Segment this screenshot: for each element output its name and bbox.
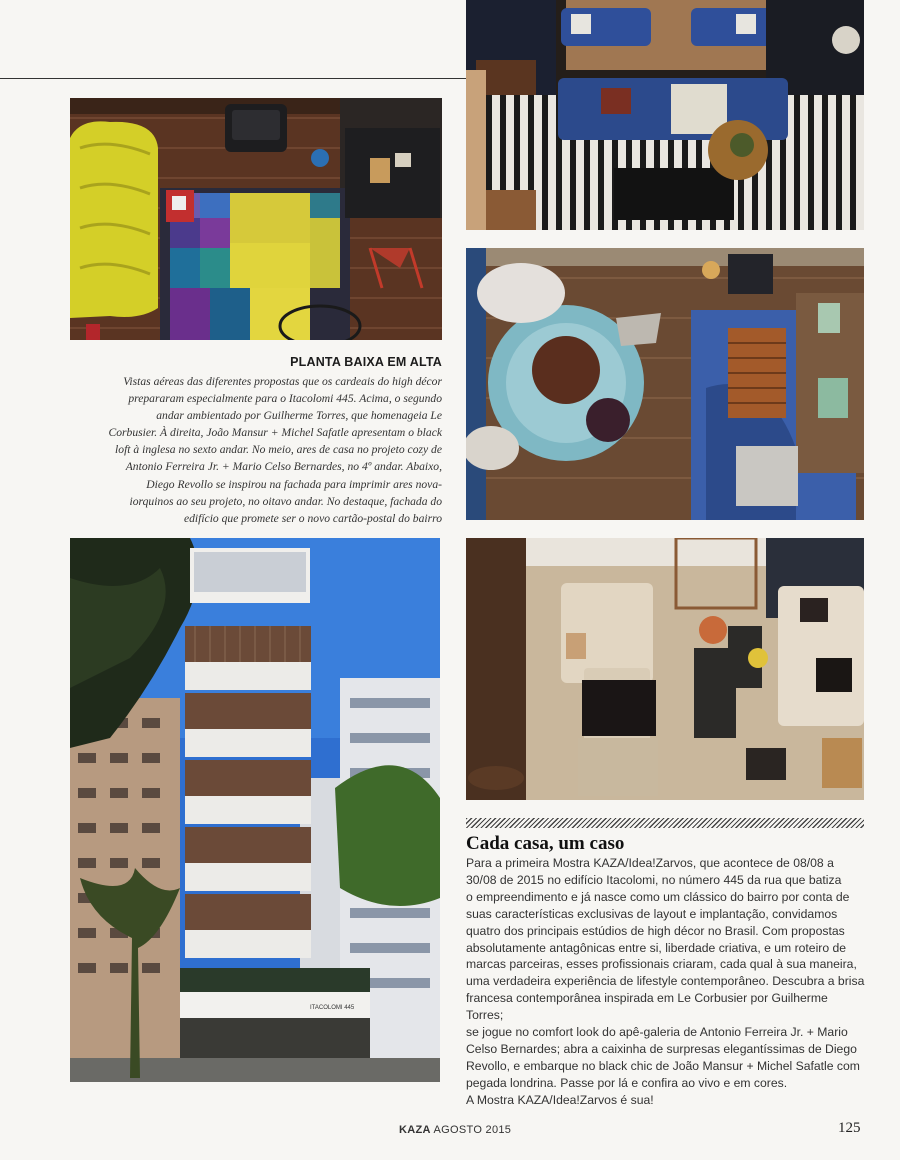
caption-line: Corbusier. À direita, João Mansur + Michel Safatle apresentam o black <box>108 426 442 440</box>
caption-line: andar ambientado por Guilherme Torres, que homenageia Le <box>156 409 442 423</box>
article-line: marcas parceiras, esses profissionais criaram, cada qual à sua maneira, <box>466 957 857 972</box>
caption-line: edifício que promete ser o novo cartão-postal do bairro <box>183 511 442 525</box>
article-line: o empreendimento e já nasce como um clássico do bairro por conta de <box>466 889 850 904</box>
photo-beige-living-room <box>466 538 864 800</box>
facade-balconies <box>185 626 311 958</box>
section-hatch-divider <box>466 818 864 828</box>
photo-yellow-sofa-room <box>70 98 442 340</box>
caption-line: Vistas aéreas das diferentes propostas que os cardeais do high décor <box>123 375 442 388</box>
article-line: quatro dos principais estúdios de high décor no Brasil. Com propostas <box>466 923 845 938</box>
photo-striped-rug-room <box>466 0 864 230</box>
page-number: 125 <box>838 1120 861 1136</box>
caption-body <box>70 373 442 527</box>
article-body <box>466 855 866 1109</box>
caption-line: iorquinos ao seu projeto, no oitavo andar. No destaque, fachada do <box>129 494 442 508</box>
footer-magazine-info <box>399 1124 511 1136</box>
caption-line: loft à inglesa no sexto andar. No meio, ares de casa no projeto cozy de <box>115 443 442 457</box>
caption-line: Diego Revollo se inspirou na fachada para imprimir ares nova- <box>146 477 442 491</box>
caption-line: Antonio Ferreira Jr. + Mario Celso Bernardes, no 4º andar. Abaixo, <box>125 460 442 474</box>
article-line: Para a primeira Mostra KAZA/Idea!Zarvos, que acontece de 08/08 a <box>466 856 834 870</box>
photo-building-facade <box>70 538 440 1082</box>
article-line: Celso Bernardes; abra a caixinha de surpresas elegantíssimas de Diego <box>466 1041 857 1056</box>
article-line: se jogue no comfort look do apê-galeria de Antonio Ferreira Jr. + Mario <box>466 1025 848 1040</box>
building-sign: ITACOLOMI 445 <box>310 1005 355 1011</box>
caption-title: PLANTA BAIXA EM ALTA <box>290 355 442 369</box>
top-rule <box>0 78 466 79</box>
article-title: Cada casa, um caso <box>466 833 625 854</box>
photo-caption <box>70 355 442 527</box>
article-line: absolutamente antagônicas entre si, liberdade criativa, e um roteiro de <box>466 940 847 955</box>
article-line: uma verdadeira experiência de lifestyle contemporâneo. Descubra a brisa <box>466 974 865 989</box>
caption-line: prepararam especialmente para o Itacolomi 445. Acima, o segundo <box>128 392 442 406</box>
article-line: Revollo, e embarque no black chic de João Mansur + Michel Safatle com <box>466 1058 860 1073</box>
article-line: suas características exclusivas de layout e implantação, convidamos <box>466 906 838 921</box>
magazine-name: KAZA <box>399 1124 431 1136</box>
article-line: A Mostra KAZA/Idea!Zarvos é sua! <box>466 1092 654 1107</box>
article-line: pegada londrina. Passe por lá e confira ao vivo e em cores. <box>466 1075 788 1090</box>
issue-date: AGOSTO 2015 <box>433 1124 512 1136</box>
article-line: 30/08 de 2015 no edifício Itacolomi, no número 445 da rua que batiza <box>466 872 842 887</box>
article-line: francesa contemporânea inspirada em Le Corbusier por Guilherme Torres; <box>466 991 828 1023</box>
photo-cozy-room <box>466 248 864 520</box>
